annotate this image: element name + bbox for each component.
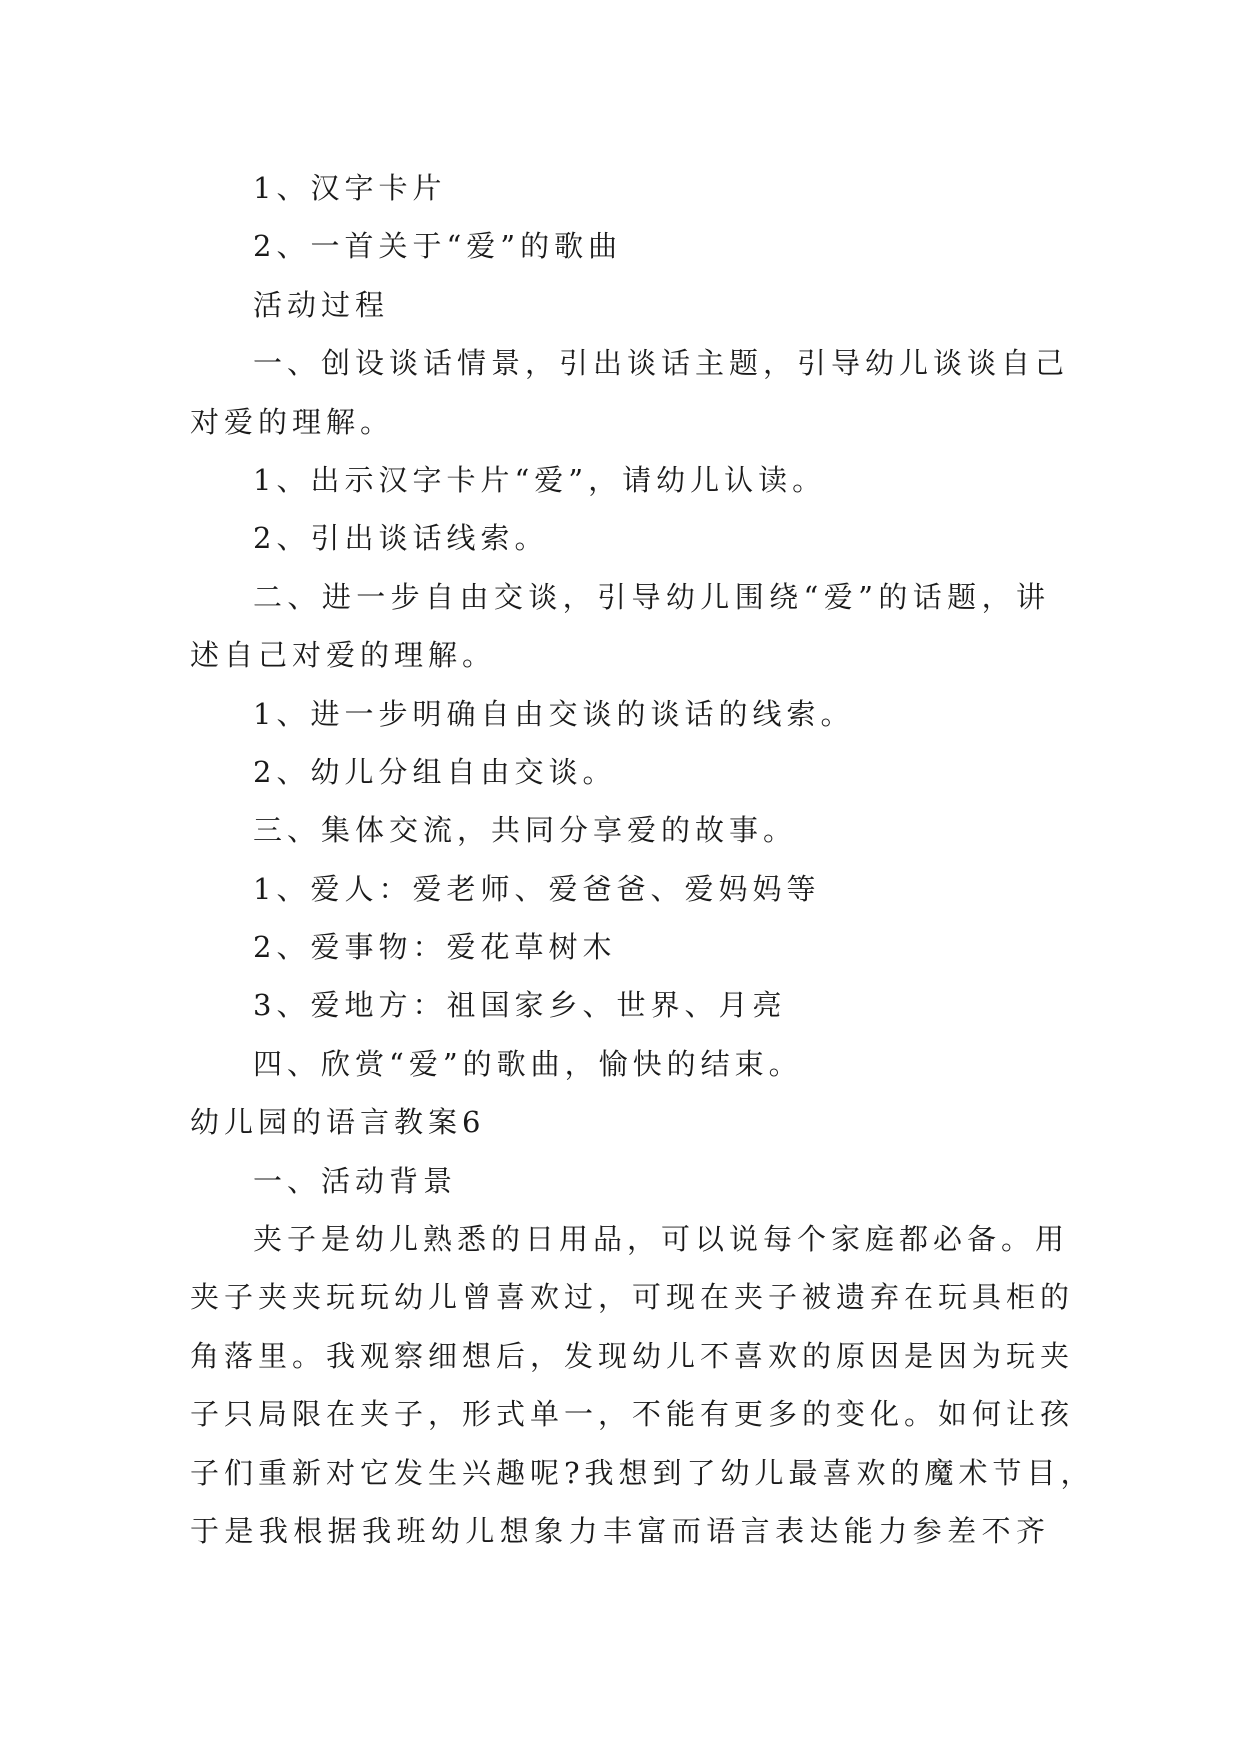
text-line: 于是我根据我班幼儿想象力丰富而语言表达能力参差不齐 [190, 1513, 1050, 1548]
text-line: 对爱的理解。 [190, 404, 395, 439]
document-body [190, 159, 1095, 1560]
text-line: 夹子是幼儿熟悉的日用品，可以说每个家庭都必备。用 [253, 1222, 1070, 1257]
text-line: 一、活动背景 [253, 1163, 458, 1198]
text-line: 一、创设谈话情景，引出谈话主题，引导幼儿谈谈自己 [253, 346, 1070, 381]
text-line: 1、爱人：爱老师、爱爸爸、爱妈妈等 [253, 871, 821, 906]
text-line: 1、汉字卡片 [253, 171, 447, 205]
text-line: 四、欣赏“爱”的歌曲，愉快的结束。 [253, 1046, 803, 1081]
text-line: 子只局限在夹子，形式单一，不能有更多的变化。如何让孩 [190, 1397, 1075, 1432]
text-line: 二、进一步自由交谈，引导幼儿围绕“爱”的话题，讲 [253, 579, 1050, 614]
text-line: 3、爱地方：祖国家乡、世界、月亮 [253, 988, 787, 1023]
text-line: 三、集体交流，共同分享爱的故事。 [253, 813, 798, 848]
text-line: 角落里。我观察细想后，发现幼儿不喜欢的原因是因为玩夹 [190, 1338, 1075, 1373]
text-line: 2、引出谈话线索。 [253, 521, 549, 556]
text-line: 1、进一步明确自由交谈的谈话的线索。 [253, 696, 855, 731]
text-line: 述自己对爱的理解。 [190, 638, 497, 673]
text-line: 活动过程 [253, 287, 390, 322]
text-line: 2、爱事物：爱花草树木 [253, 930, 617, 965]
text-line: 子们重新对它发生兴趣呢?我想到了幼儿最喜欢的魔术节目， [190, 1455, 1095, 1490]
text-line: 夹子夹夹玩玩幼儿曾喜欢过，可现在夹子被遗弃在玩具柜的 [190, 1280, 1075, 1315]
text-line: 幼儿园的语言教案6 [190, 1105, 486, 1140]
text-line: 1、出示汉字卡片“爱”，请幼儿认读。 [253, 462, 827, 497]
text-line: 2、一首关于“爱”的歌曲 [253, 229, 623, 264]
text-line: 2、幼儿分组自由交谈。 [253, 754, 617, 789]
